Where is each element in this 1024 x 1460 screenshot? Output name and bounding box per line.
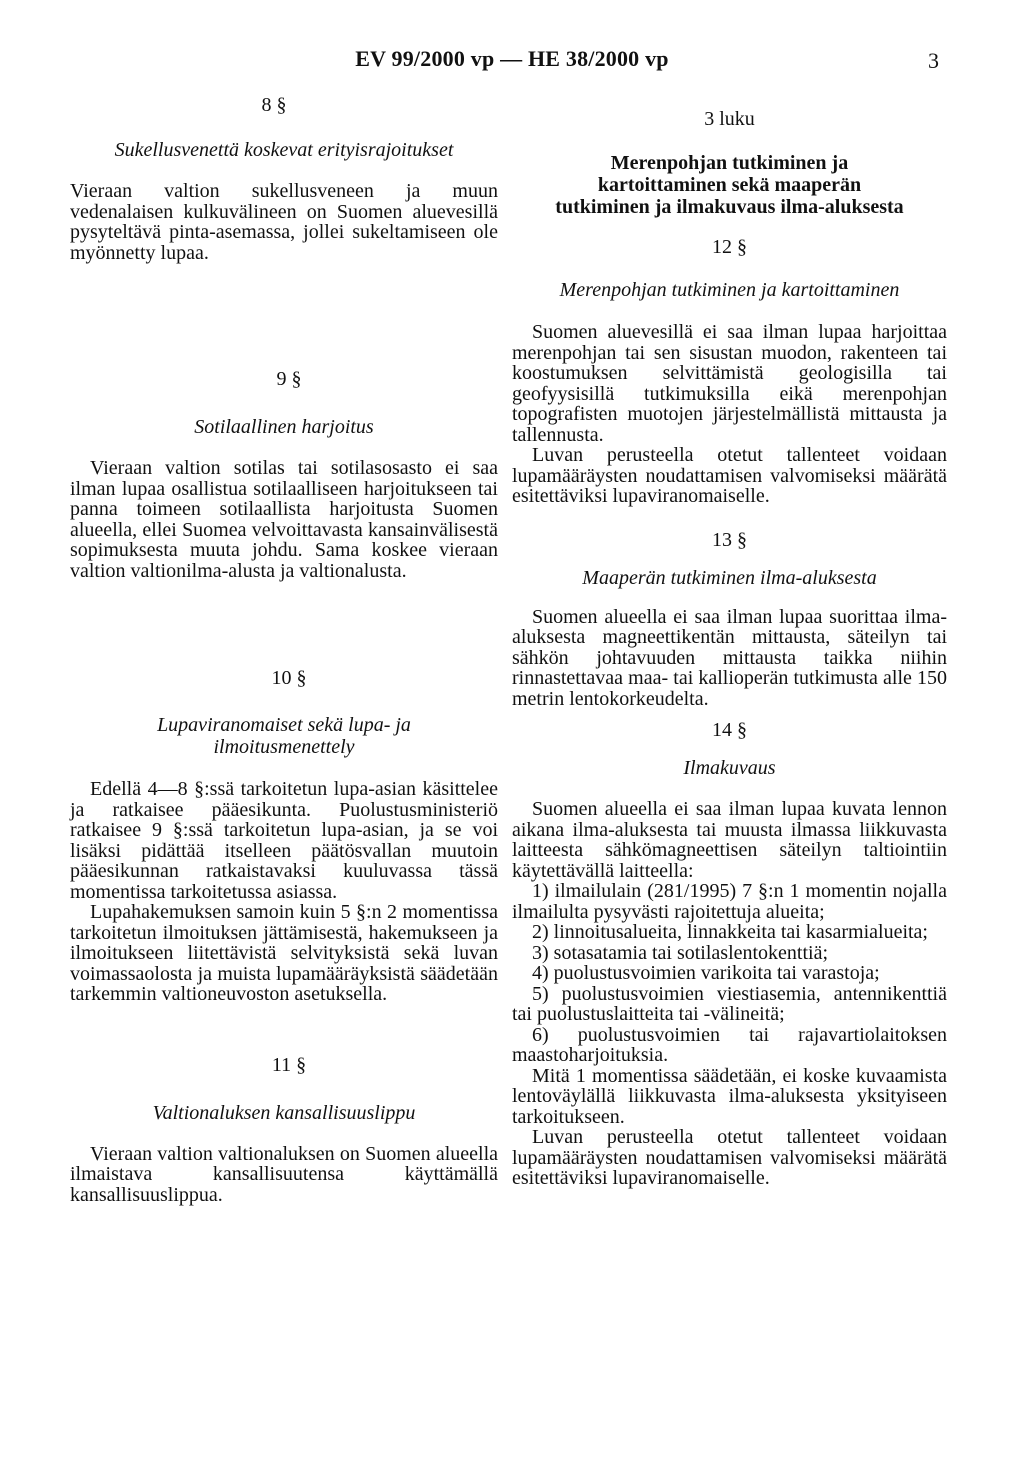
chapter-title: Merenpohjan tutkiminen ja xyxy=(610,152,849,174)
list-item: 3) sotasatamia tai sotilaslentokenttiä; xyxy=(532,941,829,964)
left-column xyxy=(70,92,498,1205)
section-number: 12 § xyxy=(712,236,747,258)
section-title: Sukellusvenettä koskevat erityisrajoitukset xyxy=(114,139,454,161)
chapter-title-line2: kartoittaminen sekä maaperän xyxy=(597,174,862,196)
section-number: 11 § xyxy=(271,1053,307,1076)
paragraph: Suomen alueella ei saa ilman lupaa kuvata lennon aikana ilma-aluksesta tai muusta ilmassa liikkuvasta laitteesta sähkömagneettisen säteilyn taltiointiin käytettävällä laitteella: xyxy=(512,798,947,882)
paragraph: Suomen aluevesillä ei saa ilman lupaa harjoittaa merenpohjan tai sen sisustan muodon, rakenteen tai koostumuksen selvittämistä geologisilla tai geofyysisillä tutkimuksilla eikä merenpohjan topografisten muotojen järjestelmällistä mittausta ja tallennusta. xyxy=(512,321,947,446)
section-title: Valtionaluksen kansallisuuslippu xyxy=(152,1101,416,1124)
chapter-title-line3: tutkiminen ja ilmakuvaus ilma-aluksesta xyxy=(555,196,904,218)
section-10 xyxy=(70,665,498,1005)
section-11 xyxy=(70,1052,498,1206)
section-number: 8 § xyxy=(261,94,287,116)
section-number: 13 § xyxy=(712,528,747,551)
list-item: 5) puolustusvoimien viestiasemia, antennikenttiä tai puolustuslaitteita tai -välineitä; xyxy=(512,982,947,1025)
section-13 xyxy=(512,527,947,710)
section-title: Sotilaallinen harjoitus xyxy=(194,416,374,438)
list-item: 2) linnoitusalueita, linnakkeita tai kasarmialueita; xyxy=(532,921,928,943)
paragraph: Mitä 1 momentissa säädetään, ei koske kuvaamista lentoväylällä liikkuvasta ilma-aluksesta yksityiseen tarkoitukseen. xyxy=(512,1064,947,1128)
paragraph: Suomen alueella ei saa ilman lupaa suorittaa ilma-aluksesta magneettikentän mittausta, säteilyn tai sähkön johtavuuden mittausta taikka niihin rinnastettavaa maa- tai kallioperän tutkimusta alle 150 metrin lentokorkeudelta. xyxy=(512,605,947,710)
page-header-title: EV 99/2000 vp — HE 38/2000 vp xyxy=(355,46,669,71)
paragraph: Luvan perusteella otetut tallenteet voidaan lupamääräysten noudattamisen valvomiseksi määrätä esitettäviksi lupaviranomaiselle. xyxy=(512,1126,947,1189)
section-title: Maaperän tutkiminen ilma-aluksesta xyxy=(582,566,877,589)
section-9 xyxy=(70,366,498,581)
section-title: Lupaviranomaiset sekä lupa- ja xyxy=(157,714,411,736)
paragraph: Luvan perusteella otetut tallenteet voidaan lupamääräysten noudattamisen valvomiseksi määrätä esitettäviksi lupaviranomaiselle. xyxy=(512,444,947,507)
right-column xyxy=(512,106,947,1189)
section-12 xyxy=(512,234,947,507)
section-number: 14 § xyxy=(712,719,747,741)
section-number: 9 § xyxy=(276,368,302,390)
page-number: 3 xyxy=(928,48,939,73)
paragraph: Vieraan valtion valtionaluksen on Suomen alueella ilmaistava kansallisuutensa käyttämällä kansallisuuslippua. xyxy=(70,1142,498,1206)
section-title: Ilmakuvaus xyxy=(683,757,776,779)
list-item: 4) puolustusvoimien varikoita tai varastoja; xyxy=(532,962,880,984)
chapter-number: 3 luku xyxy=(704,108,755,130)
chapter-3 xyxy=(512,106,947,218)
paragraph: Vieraan valtion sukellusveneen ja muun vedenalaisen kulkuvälineen on Suomen aluevesillä pysyteltävä pinta-asemassa, jollei sukeltamiseen ole myönnetty lupaa. xyxy=(70,180,498,264)
section-8 xyxy=(70,92,498,263)
section-title: Merenpohjan tutkiminen ja kartoittaminen xyxy=(559,279,900,301)
section-number: 10 § xyxy=(271,667,307,689)
paragraph: Vieraan valtion sotilas tai sotilasosasto ei saa ilman lupaa osallistua sotilaalliseen harjoitukseen tai panna toimeen sotilaallista harjoitusta Suomen alueella, ellei Suomea velvoittavasta kansainvälisestä sopimuksesta muuta johdu. Sama koskee vieraan valtion valtionilma-alusta ja valtionalusta. xyxy=(70,457,498,582)
section-title-line2: ilmoitusmenettely xyxy=(213,736,355,758)
list-item: 6) puolustusvoimien tai rajavartiolaitoksen maastoharjoituksia. xyxy=(512,1023,947,1066)
section-14 xyxy=(512,717,947,1189)
list-item: 1) ilmailulain (281/1995) 7 §:n 1 momentin nojalla ilmailulta pysyvästi rajoitettuja alueita; xyxy=(512,880,947,923)
paragraph: Edellä 4—8 §:ssä tarkoitetun lupa-asian käsittelee ja ratkaisee pääesikunta. Puolustusministeriö ratkaisee 9 §:ssä tarkoitetun lupa-asian, ja se voi lisäksi pidättää itselleen päätösvallan muutoin pääesikunnan ratkaistavaksi kuuluvassa tässä momentissa tarkoitetussa asiassa. xyxy=(70,778,498,903)
paragraph: Lupahakemuksen samoin kuin 5 §:n 2 momentissa tarkoitetun ilmoituksen jättämisestä, hakemukseen ja ilmoitukseen liitettävistä selvityksistä sekä luvan voimassaolosta ja muista lupamääräyksistä säädetään tarkemmin valtioneuvoston asetuksella. xyxy=(70,901,498,1005)
